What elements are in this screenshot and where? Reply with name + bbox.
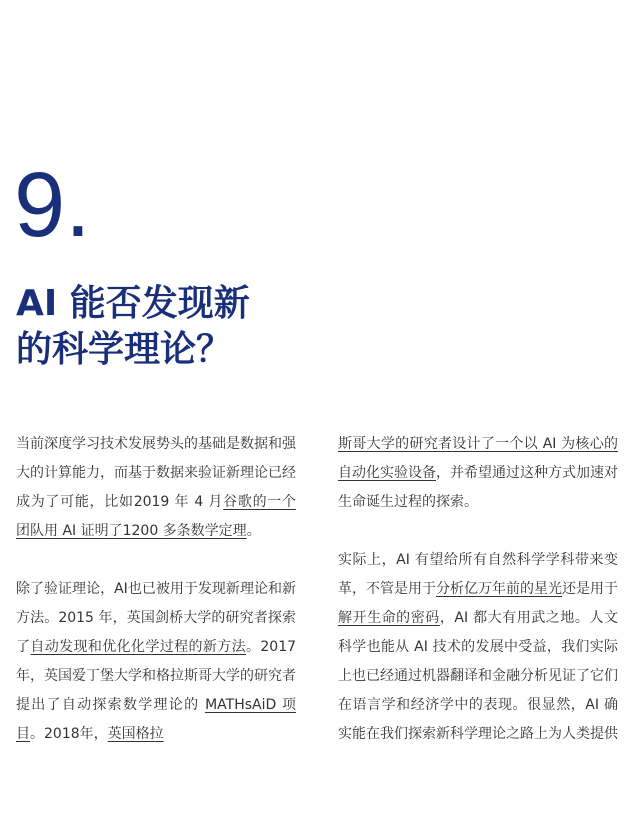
paragraph-text: 实际上，AI 有望给所有自然科学学科带来变革，不管是用于 (338, 552, 618, 597)
paragraph-glasgow-experiment (338, 430, 618, 517)
paragraph-text: 。 (246, 523, 261, 539)
link-glasgow-experiment-start[interactable]: 英国格拉 (107, 726, 164, 742)
paragraph-text: 。2017 年，英国爱丁堡大学和格拉斯哥大学的研究者提出了自动探索数学理论的 (16, 639, 297, 713)
section-number: 9. (14, 154, 91, 256)
section-title-line-1: AI 能否发现新 (16, 283, 250, 324)
link-chemistry-optimization[interactable]: 自动发现和优化化学过程的新方法 (30, 639, 246, 655)
section-title (16, 281, 316, 373)
right-column (338, 430, 618, 778)
paragraph-text: 还是用于 (562, 581, 618, 597)
link-ancient-starlight[interactable]: 分析亿万年前的星光 (436, 581, 562, 597)
paragraph-text: ，AI 都大有用武之地。人文科学也能从 AI 技术的发展中受益，我们实际上也已经通过机器翻译和金融分析见证了它们在语言学和经济学中的表现。很显然，AI 确实能在我们探索新科学理论之路上为人类提供 (338, 610, 618, 742)
paragraph-new-theories (16, 575, 296, 749)
section-title-line-2: 的科学理论？ (16, 329, 233, 370)
link-mathsaid-project[interactable]: MATHsAiD 项目 (16, 697, 296, 742)
paragraph-text: 。2018年， (30, 726, 108, 742)
paragraph-text: ，并希望通过这种方式加速对生命诞生过程的探索。 (338, 465, 618, 510)
paragraph-ai-science-revolution (338, 546, 618, 749)
left-column (16, 430, 296, 778)
link-google-math-theorems[interactable]: 谷歌的一个团队用 AI 证明了1200 多条数学定理 (16, 494, 297, 539)
link-glasgow-experiment-end[interactable]: 斯哥大学的研究者设计了一个以 AI 为核心的自动化实验设备 (338, 436, 618, 481)
paragraph-math-verification (16, 430, 296, 546)
link-genetic-code[interactable]: 解开生命的密码 (338, 610, 440, 626)
paragraph-text: 除了验证理论，AI也已被用于发现新理论和新方法。2015 年，英国剑桥大学的研究者探索了 (16, 581, 296, 655)
paragraph-text: 当前深度学习技术发展势头的基础是数据和强大的计算能力，而基于数据来验证新理论已经成为了可能，比如2019 年 4 月 (16, 436, 296, 510)
